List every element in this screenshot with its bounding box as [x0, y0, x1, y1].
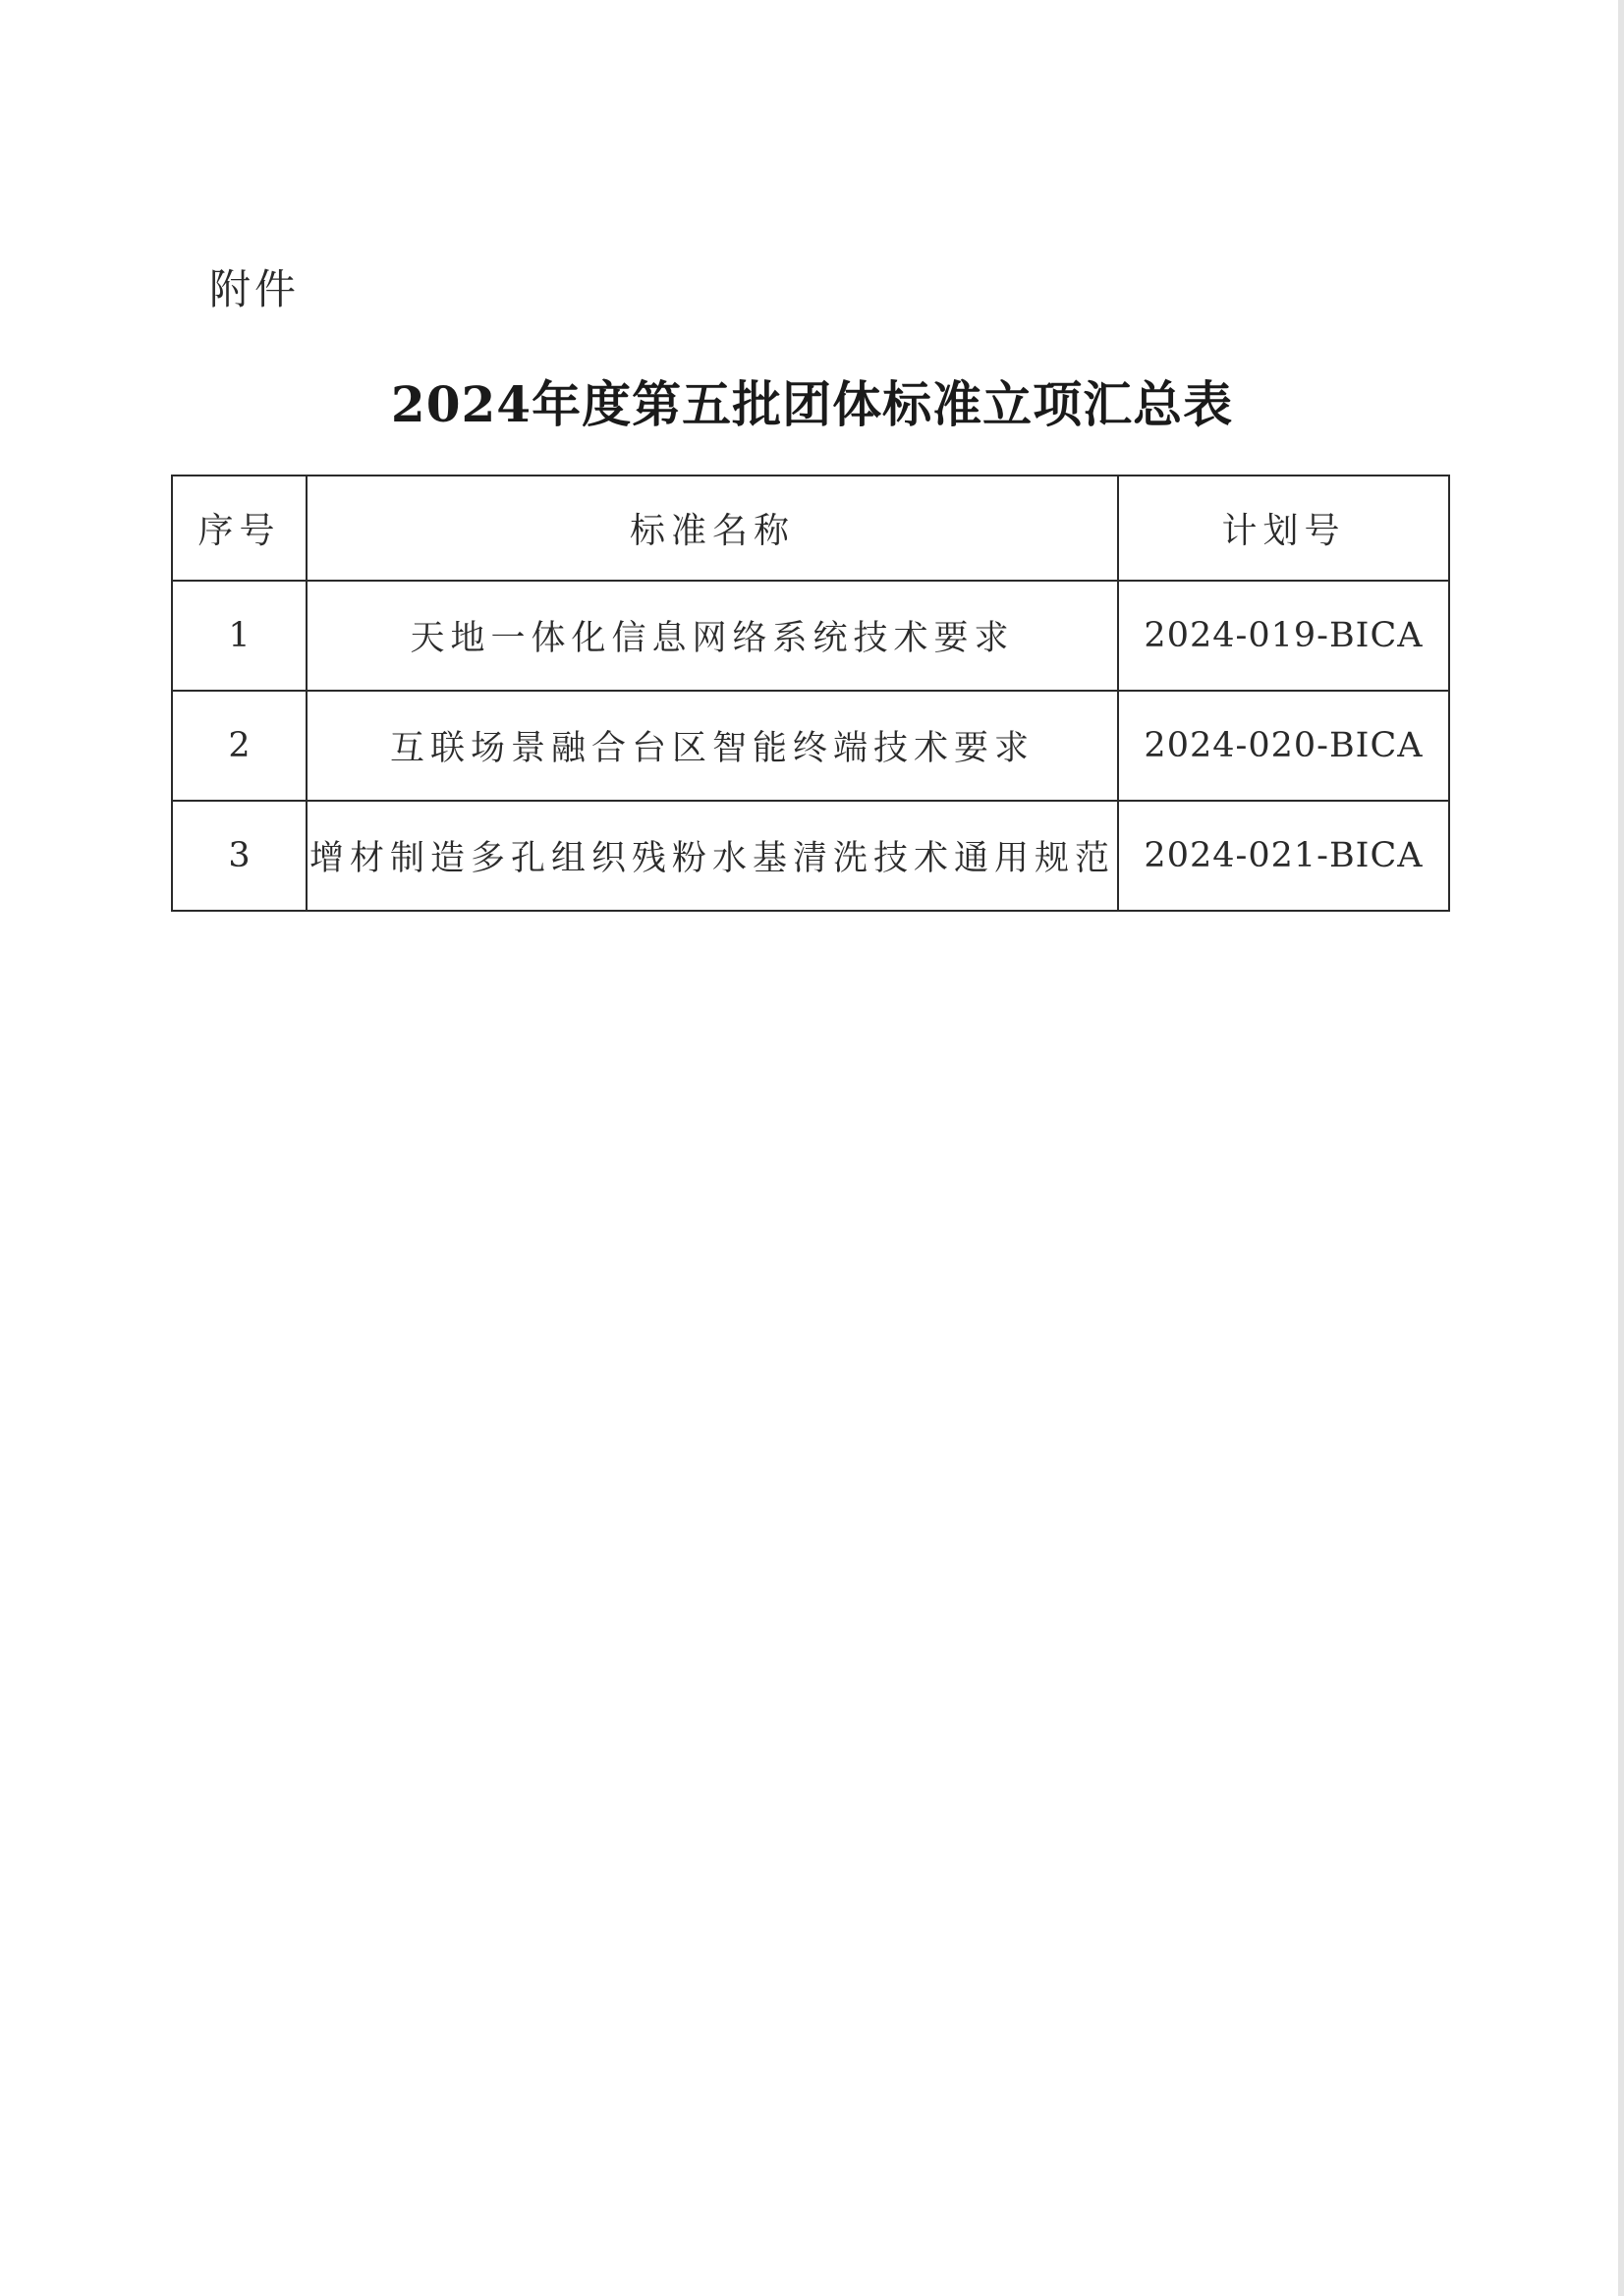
header-seq: 序号 — [172, 476, 307, 581]
document-title: 2024年度第五批团体标准立项汇总表 — [390, 375, 1234, 433]
row-code: 2024-020-BICA — [1118, 691, 1449, 801]
table-row — [172, 801, 1449, 911]
row-seq: 2 — [172, 691, 307, 801]
row-seq: 1 — [172, 581, 307, 691]
row-code: 2024-021-BICA — [1118, 801, 1449, 911]
row-name: 增材制造多孔组织残粉水基清洗技术通用规范 — [307, 801, 1118, 911]
attachment-label: 附件 — [209, 265, 301, 313]
row-seq: 3 — [172, 801, 307, 911]
table-header-row — [172, 476, 1449, 581]
page-edge — [1618, 0, 1624, 2296]
header-name: 标准名称 — [307, 476, 1118, 581]
row-name: 天地一体化信息网络系统技术要求 — [307, 581, 1118, 691]
table-row — [172, 581, 1449, 691]
row-name: 互联场景融合台区智能终端技术要求 — [307, 691, 1118, 801]
table-row — [172, 691, 1449, 801]
header-code: 计划号 — [1118, 476, 1449, 581]
row-code: 2024-019-BICA — [1118, 581, 1449, 691]
summary-table — [171, 475, 1450, 912]
